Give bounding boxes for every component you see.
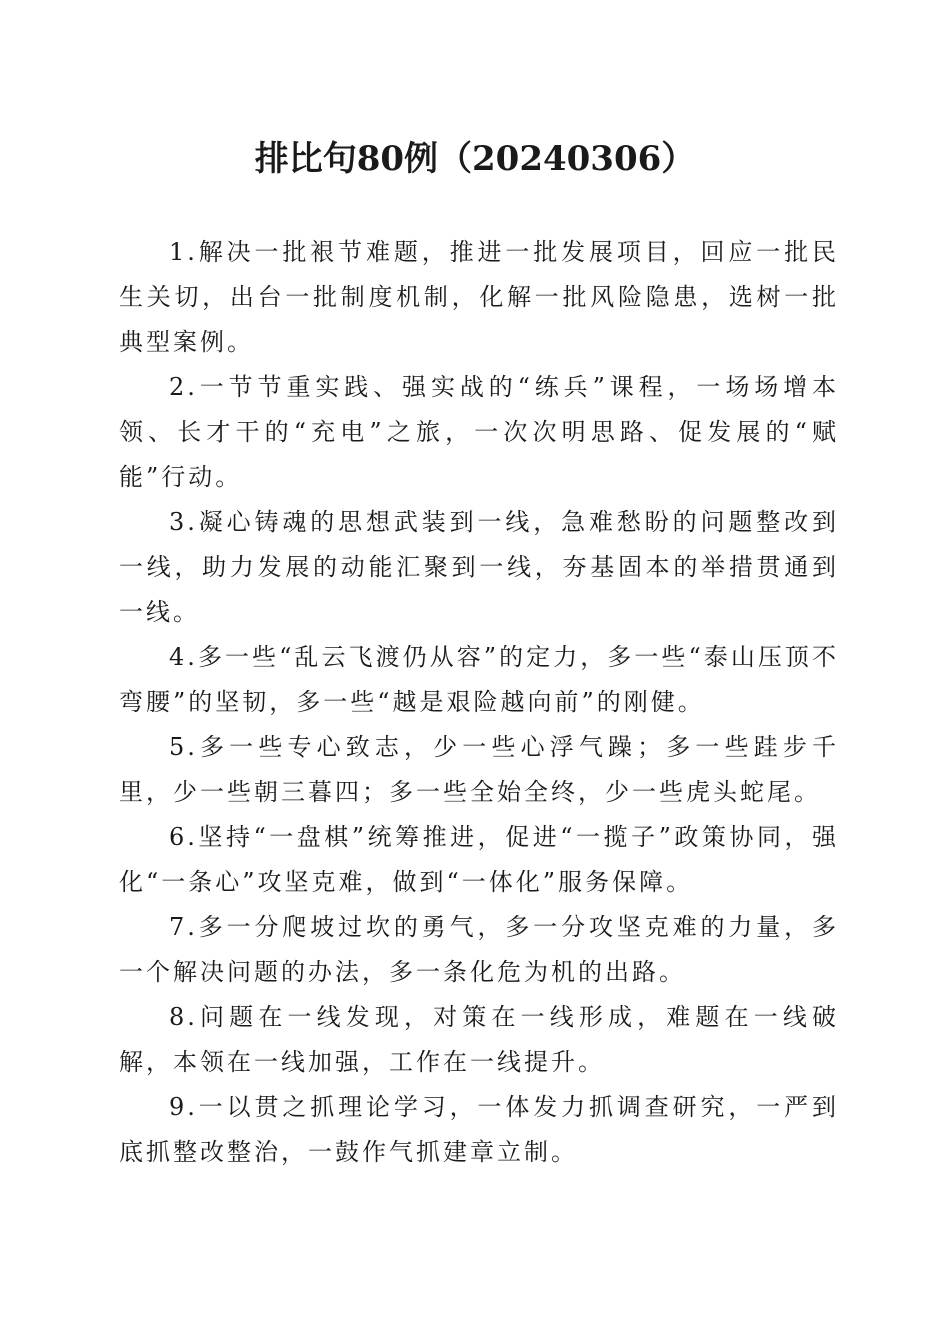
paragraph-5: 5.多一些专心致志，少一些心浮气躁；多一些跬步千里，少一些朝三暮四；多一些全始全终，少一些虎头蛇尾。 bbox=[119, 733, 839, 806]
page-title: 排比句80例（20240306） bbox=[254, 139, 696, 179]
paragraph-8: 8.问题在一线发现，对策在一线形成，难题在一线破解，本领在一线加强，工作在一线提升。 bbox=[119, 1003, 839, 1076]
paragraph-3: 3.凝心铸魂的思想武装到一线，急难愁盼的问题整改到一线，助力发展的动能汇聚到一线，夯基固本的举措贯通到一线。 bbox=[119, 508, 839, 626]
paragraph-1: 1.解决一批裉节难题，推进一批发展项目，回应一批民生关切，出台一批制度机制，化解一批风险隐患，选树一批典型案例。 bbox=[119, 238, 839, 356]
document-body bbox=[119, 230, 839, 1175]
paragraph-2: 2.一节节重实践、强实战的“练兵”课程，一场场增本领、长才干的“充电”之旅，一次次明思路、促发展的“赋能”行动。 bbox=[119, 373, 839, 491]
paragraph-6: 6.坚持“一盘棋”统筹推进，促进“一揽子”政策协同，强化“一条心”攻坚克难，做到“一体化”服务保障。 bbox=[119, 823, 839, 896]
paragraph-9: 9.一以贯之抓理论学习，一体发力抓调查研究，一严到底抓整改整治，一鼓作气抓建章立制。 bbox=[119, 1093, 839, 1166]
paragraph-7: 7.多一分爬坡过坎的勇气，多一分攻坚克难的力量，多一个解决问题的办法，多一条化危为机的出路。 bbox=[119, 913, 839, 986]
paragraph-4: 4.多一些“乱云飞渡仍从容”的定力，多一些“泰山压顶不弯腰”的坚韧，多一些“越是艰险越向前”的刚健。 bbox=[119, 643, 839, 716]
